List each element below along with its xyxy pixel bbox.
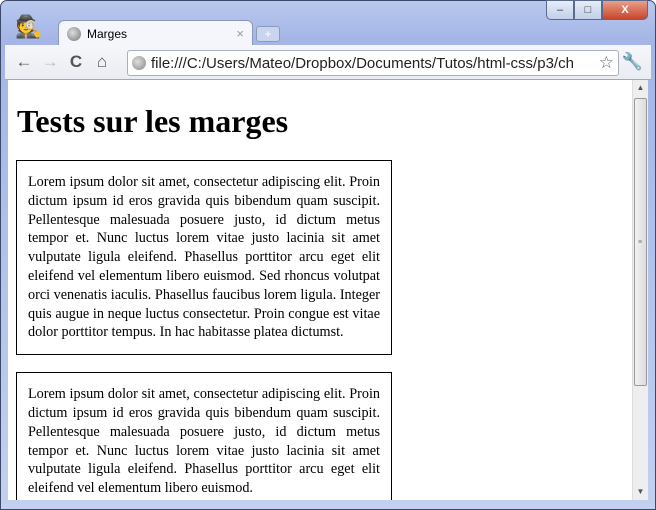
new-tab-button[interactable]: + bbox=[256, 26, 280, 42]
maximize-button[interactable]: □ bbox=[574, 0, 602, 20]
forward-button[interactable]: → bbox=[41, 52, 59, 71]
home-button[interactable]: ⌂ bbox=[96, 52, 108, 71]
vertical-scrollbar[interactable] bbox=[632, 80, 648, 500]
tab-title: Marges bbox=[87, 26, 128, 41]
bookmark-star-icon[interactable]: ☆ bbox=[598, 53, 614, 72]
toolbar bbox=[5, 45, 651, 80]
page-title: Tests sur les marges bbox=[17, 103, 289, 139]
page-content-viewport[interactable] bbox=[8, 80, 632, 500]
tab-marges[interactable] bbox=[58, 20, 253, 46]
grip-icon: ≡ bbox=[638, 239, 643, 246]
globe-icon bbox=[67, 27, 81, 41]
scroll-down-arrow[interactable]: ▼ bbox=[636, 487, 645, 496]
wrench-menu-icon[interactable]: 🔧 bbox=[621, 52, 643, 71]
incognito-icon: 🕵 bbox=[15, 14, 43, 39]
url-text: file:///C:/Users/Mateo/Dropbox/Documents/Tutos/html-css/p3/ch bbox=[151, 54, 574, 72]
tab-close-icon[interactable]: × bbox=[236, 26, 244, 41]
scroll-up-arrow[interactable]: ▲ bbox=[636, 83, 645, 92]
back-button[interactable]: ← bbox=[15, 52, 33, 71]
window-controls bbox=[546, 0, 648, 20]
scroll-thumb[interactable] bbox=[634, 98, 647, 386]
paragraph-box: Lorem ipsum dolor sit amet, consectetur adipiscing elit. Proin dictum ipsum id eros gravida quis bibendum quam suscipit. Pellentesque malesuada posuere justo, id dictum metus tempor et. Nunc luctus lorem vitae justo lacinia sit amet vulputate ligula eleifend. Phasellus porttitor arcu eget elit eleifend vel elementum libero euismod. Sed rhoncus volutpat orci venenatis iaculis. Phasellus faucibus lorem ligula. Integer quis augue in neque luctus consectetur. Proin congue est vitae dolor porttitor tempus. In hac habitasse platea dictumst. bbox=[16, 160, 392, 355]
reload-button[interactable]: C bbox=[69, 52, 83, 71]
globe-icon bbox=[132, 56, 146, 70]
address-bar[interactable] bbox=[127, 50, 619, 76]
close-window-button[interactable]: X bbox=[602, 0, 648, 20]
paragraph-box: Lorem ipsum dolor sit amet, consectetur adipiscing elit. Proin dictum ipsum id eros gravida quis bibendum quam suscipit. Pellentesque malesuada posuere justo, id dictum metus tempor et. Nunc luctus lorem vitae justo lacinia sit amet vulputate ligula eleifend. Phasellus porttitor arcu eget elit eleifend vel elementum libero euismod. bbox=[16, 372, 392, 500]
minimize-button[interactable]: – bbox=[546, 0, 574, 20]
